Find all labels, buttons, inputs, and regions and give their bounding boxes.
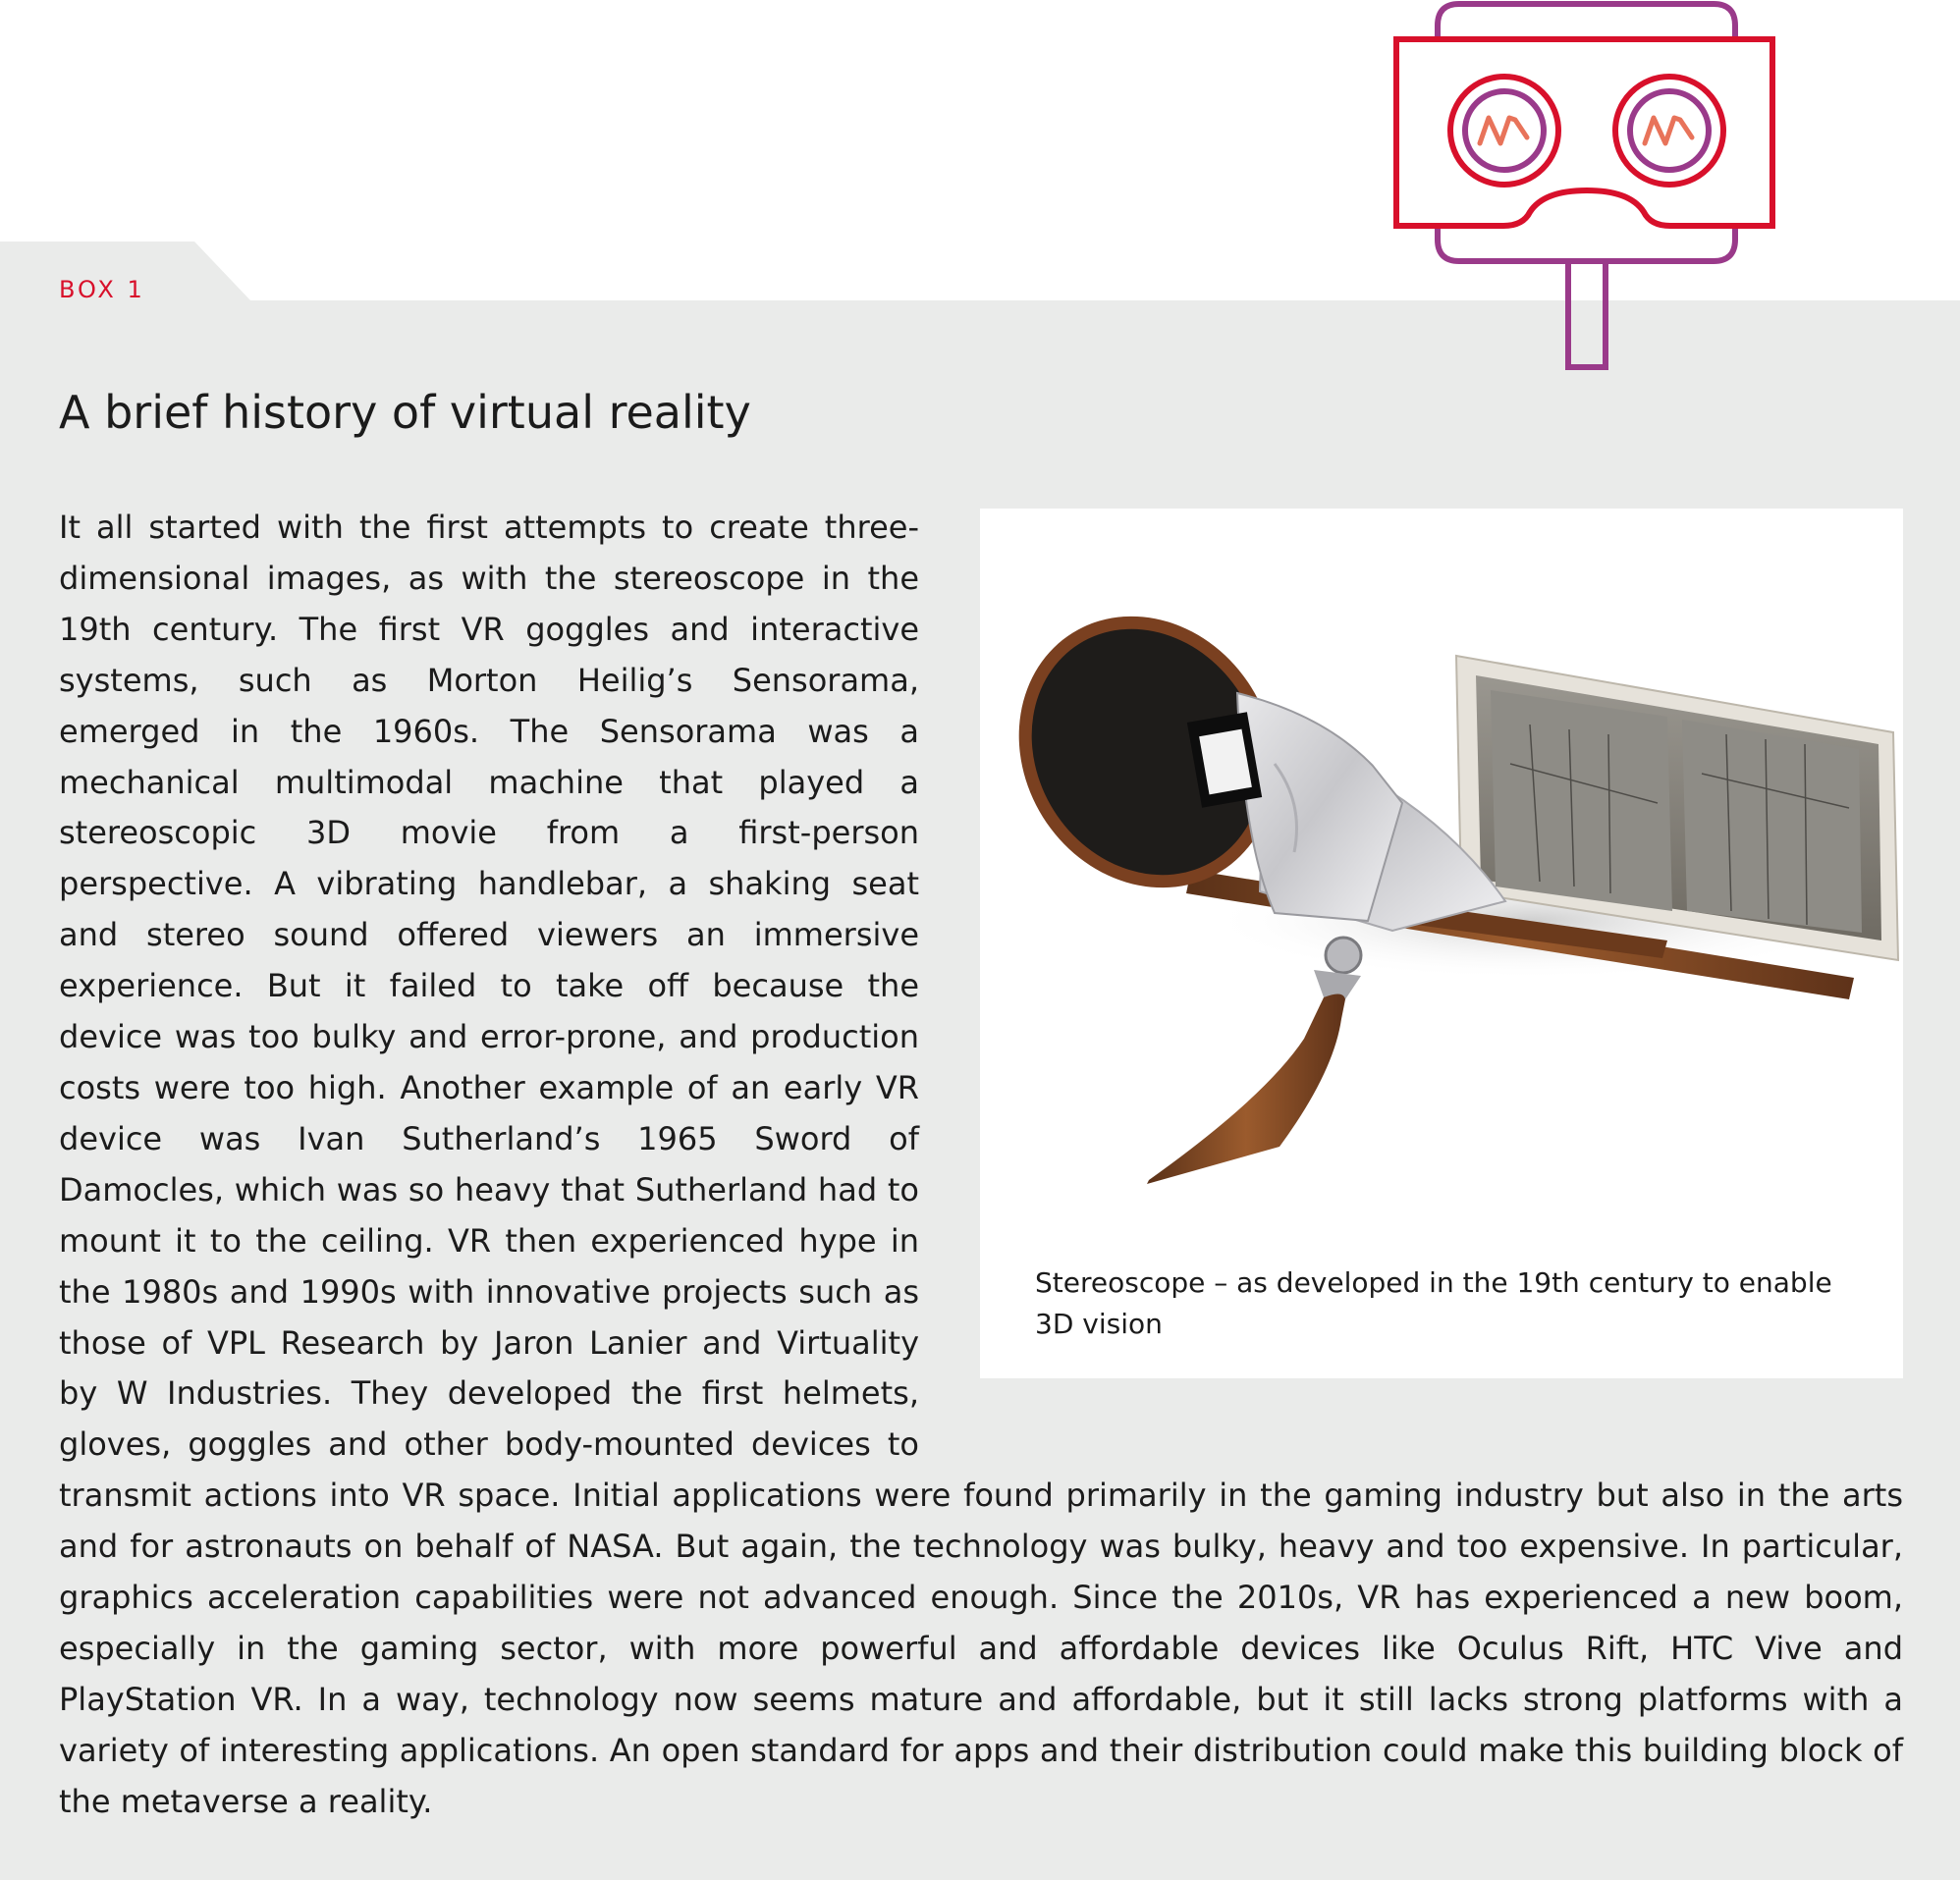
vr-goggles-icon (1385, 0, 1777, 383)
body-text (59, 503, 1903, 1828)
box-label: BOX 1 (59, 276, 145, 303)
page-title: A brief history of virtual reality (59, 386, 751, 439)
body-paragraph: It all started with the first attempts to create three-dimensional images, as with the stereoscope in the 19th century. The first VR goggles and interactive systems, such as Morton Heilig’s Sensorama, emerged in the 1960s. The Sensorama was a mechanical multimodal machine that played a stereoscopic 3D movie from a first-person perspective. A vibrating handlebar, a shaking seat and stereo sound offered viewers an immersive experience. But it failed to take off because the device was too bulky and error-prone, and production costs were too high. Another example of an early VR device was Ivan Sutherland’s 1965 Sword of Damocles, which was so heavy that Sutherland had to mount it to the ceiling. VR then experienced hype in the 1980s and 1990s with innovative projects such as those of VPL Research by Jaron Lanier and Virtuality by W Industries. They developed the first helmets, gloves, goggles and other body-mounted devices to transmit actions into VR space. Initial applications were found primarily in the gaming industry but also in the arts and for astronauts on behalf of NASA. But again, the technology was bulky, heavy and too expensive. In particular, graphics acceleration capabilities were not advanced enough. Since the 2010s, VR has experienced a new boom, especially in the gaming sector, with more powerful and affordable devices like Oculus Rift, HTC Vive and PlayStation VR. In a way, technology now seems mature and affordable, but it still lacks strong platforms with a variety of interesting applications. An open standard for apps and their distribution could make this building block of the metaverse a reality. (59, 509, 1903, 1820)
figure-caption: Stereoscope – as developed in the 19th century to enable 3D vision (1035, 1266, 1832, 1340)
figure-float-spacer (919, 509, 1903, 1453)
